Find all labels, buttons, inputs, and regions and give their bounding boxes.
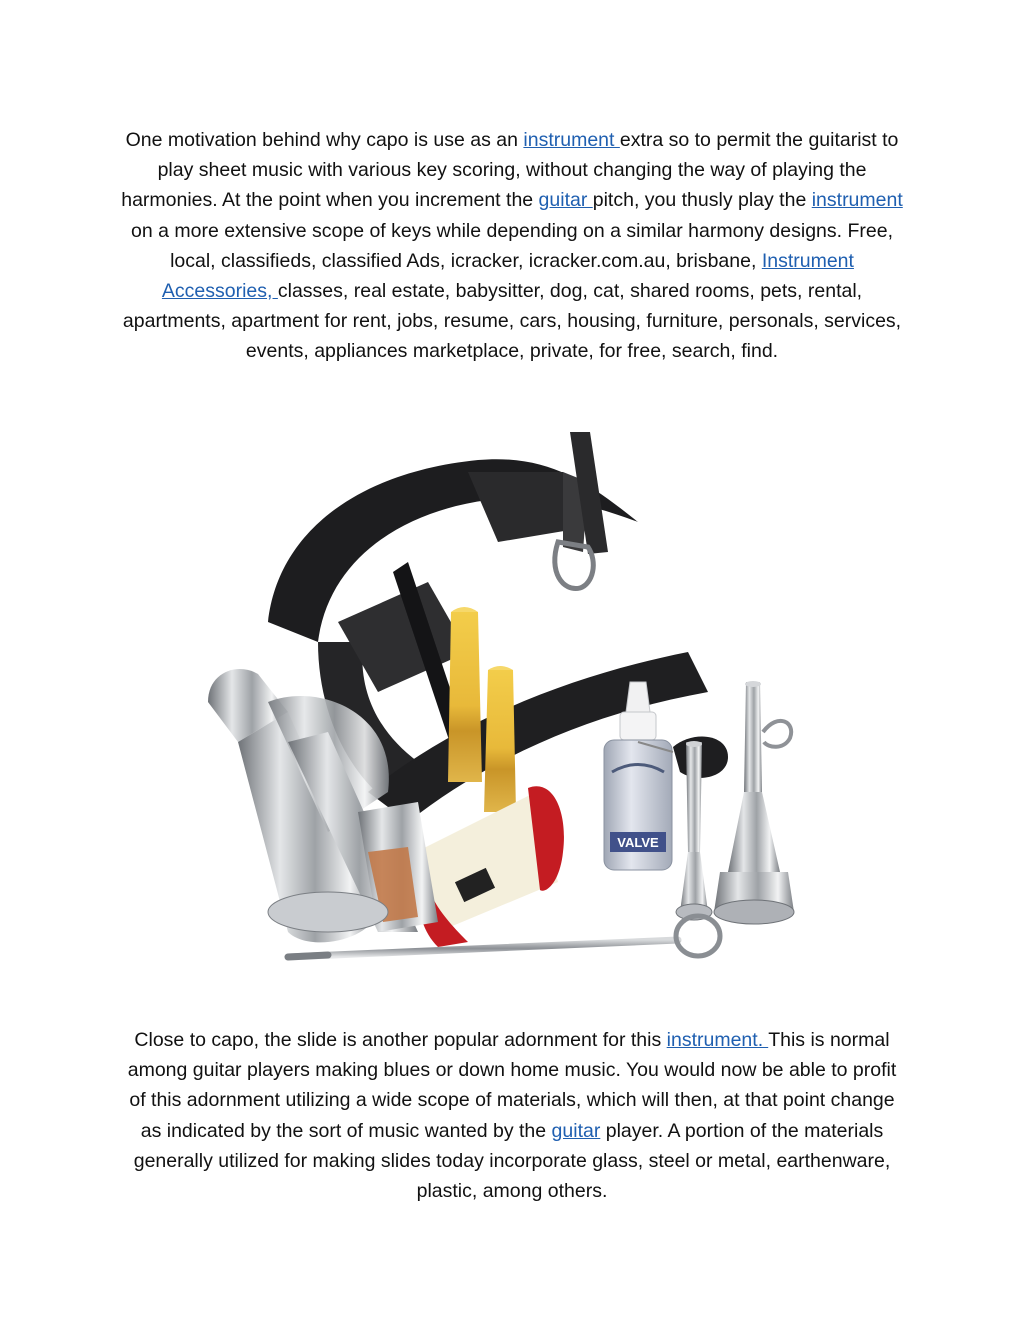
link-instrument[interactable]: instrument [523, 129, 620, 151]
link-guitar-2[interactable]: guitar [551, 1119, 601, 1142]
text-segment: classes, real estate, babysitter, dog, cat, shared rooms, pets, rental, apartments, apartment for rent, jobs, resume, cars, housing, furniture, personals, services, events, appliances marketplace, private, for free, search, find. [122, 280, 902, 363]
text-segment: This is normal among guitar players making blues or down home music. You would now be able to profit of this adornment utilizing a wide scope of materials, which will then, at that point change as indicated by the sort of music wanted by the [127, 1029, 897, 1142]
link-instrument-accessories[interactable]: Instrument Accessories [161, 249, 854, 303]
text-segment: extra so to permit the guitarist to play sheet music with various key scoring, without changing the way of playing the harmonies. At the point when you increment the [121, 129, 899, 212]
link-guitar[interactable]: guitar [538, 189, 593, 212]
paragraph-intro [118, 125, 906, 367]
text-segment: Close to capo, the slide is another popular adornment for this [134, 1029, 667, 1051]
instrument-accessories-image [168, 412, 864, 1008]
link-instrument-3[interactable]: instrument. [666, 1029, 769, 1051]
paragraph-slide [118, 1025, 906, 1206]
text-segment: One motivation behind why capo is use as an [125, 129, 524, 151]
cup-mute [208, 669, 438, 942]
text-segment: pitch, you thusly play the [592, 189, 812, 212]
bottle-label: VALVE [617, 835, 659, 850]
reeds [448, 607, 516, 812]
link-instrument-accessories-comma[interactable]: , [267, 280, 278, 303]
link-instrument-2[interactable]: instrument [811, 189, 903, 212]
text-segment: on a more extensive scope of keys while depending on a similar harmony designs. Free, local, classifieds, classified Ads, icracker, icracker.com.au, brisbane, [131, 219, 893, 272]
text-segment: player. A portion of the materials generally utilized for making slides today incorporate glass, steel or metal, earthenware, plastic, among others. [133, 1119, 891, 1203]
mouthpiece-large [714, 681, 794, 924]
